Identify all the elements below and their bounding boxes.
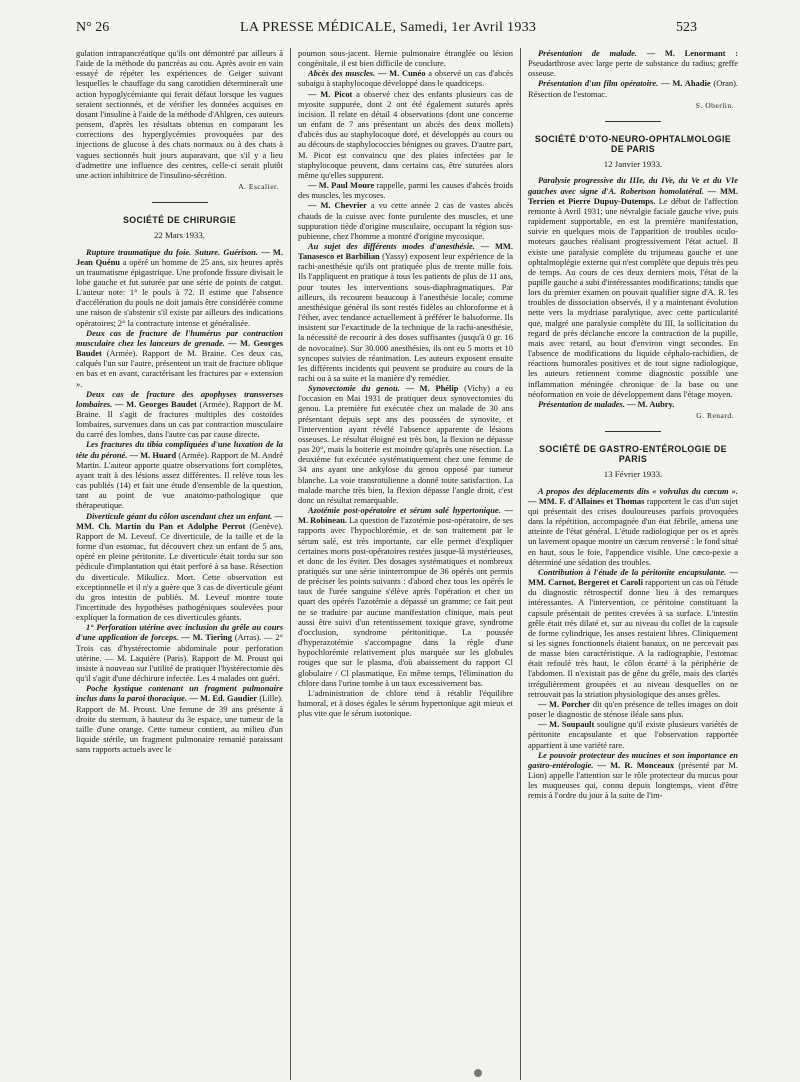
item-author: — M. Cunéo — [377, 68, 426, 79]
section-date: 13 Février 1933. — [603, 469, 663, 480]
item-title: Azotémie post-opératoire et sérum salé hypertonique. — [308, 505, 501, 516]
item-author: — MM. F. d'Allaines et Thomas — [528, 495, 645, 506]
abstract-item — [528, 486, 738, 567]
item-author: — M. Georges Baudet — [76, 337, 284, 359]
abstract-item — [298, 68, 513, 88]
item-body: (Yassy) exposent leur expérience de la rachi-anesthésie qu'ils ont pratiquée plus de trente mille fois. Ils l'appliquent en pratique à tous les patients de plus de 11 ans, pour toutes les interventions sous-diaphragmatiques. Par ailleurs, ils recourent beaucoup à l'anesthésie locale; comme anesthésique général ils sont restés fidèles au chloroforme et à l'éther, avec tendance actuellement à préférer le balsoforme. Ils insistent sur l'exactitude de la technique de la rachi-anesthésie, la nécessité de recourir à des doses suffisantes (jusqu'à 0 gr. 16 de novocaïne). Sur 30.000 anesthésies, ils ont eu 5 morts et 10 syncopes suivies de réanimation. Les auteurs exposent ensuite les différents incidents qui peuvent se produire au cours de la rachi ou à sa suite et la manière d'y remédier. — [298, 251, 513, 383]
abstract-item — [76, 439, 283, 510]
section-divider — [152, 202, 208, 203]
abstract-item — [528, 567, 738, 699]
item-author: — M. Paul Moure — [308, 180, 375, 191]
item-body: a observé chez des enfants plusieurs cas de myosite suppurée, dont 2 ont été également suturés après incision. Il relate en détail 4 observations (dont une concerne un enfant de 7 ans présentant un abcès des deux mollets) d'abcès dus au staphylocoque doré, et développés au cours ou au décours de staphylococcies bénignes ou graves. D'autre part, M. Picot est convaincu que des plaies infectées par le staphylocoque peuvent, dans certains cas, être suturées alors même qu'elles suppurent. — [298, 88, 513, 180]
item-body: (présenté par M. Lion) appelle l'attention sur le rôle protecteur du mucus pour les muqueuses qui, connu depuis longtemps, vient d'être remis à l'ordre du jour à la suite de l'im- — [528, 759, 738, 801]
item-title: Au sujet des différents modes d'anesthésie. — [308, 240, 475, 251]
item-title: Poche kystique contenant un fragment pulmonaire inclus dans la paroi thoracique. — [76, 683, 283, 704]
section-divider — [605, 121, 661, 122]
item-author: — M. Lenormant : — [646, 48, 739, 58]
item-title: Deux cas de fracture des apophyses transverses lombaires. — [76, 388, 283, 409]
item-title: Deux cas de fracture de l'humérus par contraction musculaire chez les lanceurs de grenade. — [76, 327, 283, 348]
item-title: A propos des déplacements dits « volvulus du cæcum ». — [538, 485, 738, 496]
abstract-item — [298, 383, 513, 505]
col2-items — [298, 68, 513, 718]
abstract-item — [528, 719, 738, 749]
abstract-item — [298, 180, 513, 200]
item-title: 1° Perforation utérine avec inclusion du grêle au cours d'une application de forceps. — [76, 622, 283, 643]
item-author: — M. Phélip — [405, 383, 459, 394]
abstract-item — [76, 683, 283, 754]
abstract-item — [298, 505, 513, 688]
abstract-item — [528, 48, 738, 78]
abstract-item — [298, 89, 513, 180]
item-body: a opéré un homme de 25 ans, six heures après un traumatisme épigastrique. Une profonde fissure divisait le lobe gauche et fut suturée par une série de points de catgut. L'auteur note: 1° le pouls à 72. Il estime que l'absence d'accélération du pouls ne doit jamais être considérée comme une raison de s'abstenir s'il existe par ailleurs des indications opératoires; 2° la contracture intense et généralisée. — [76, 256, 283, 328]
intro-paragraph: gulation intrapancréatique qu'ils ont démontré par ailleurs à l'aide de la méthode du pancréas au cou. Après avoir en vain essayé de répéter les expériences de Geiger suivant lesquelles le chauffage du sang carotidien détermineraît une action hypoglycémiante qui ferait défaut lorsque les vagues seraient sectionnés, et de vérifier les données acquises en dosant l'insuline à l'aide de la méthode d'Ahlgren, ces auteurs pensent, d'après les résultats obtenus en comparant les corrections des hyperglycémies provoquées par des injections de glucose à des chats normaux ou à des chats à vagues sectionnés huit jours auparavant, que s'il y a lieu d'admettre une influence des centres, celle-ci serait plutôt une action inhibitrice de l'insulino-sécrétion. — [76, 48, 283, 180]
item-author: — MM. Tanasesco et Barbilian — [298, 240, 513, 262]
item-body: a observé un cas d'abcès subaigu à staphylocoque développé dans le quadriceps. — [298, 68, 514, 89]
abstract-item — [76, 247, 283, 328]
item-author: — M. Robineau. — [298, 505, 514, 526]
page-number: 523 — [676, 20, 697, 35]
item-author: — M. Jean Quénu — [76, 246, 284, 267]
item-author: — M. Huard — [129, 449, 177, 460]
item-title: Présentation d'un film opératoire. — [538, 78, 659, 89]
item-title: Abcès des muscles. — [308, 68, 376, 79]
item-body: Pseudarthrose avec large perte de substance du radius; greffe osseuse. — [528, 58, 738, 79]
item-author: — M. Chevrier — [308, 200, 367, 211]
continued-paragraph: poumon sous-jacent. Hernie pulmonaire étranglée ou lésion congénitale, il est bien difficile de conclure. — [298, 48, 513, 69]
section-divider — [605, 431, 661, 432]
section-date: 22 Mars 1933. — [153, 230, 206, 241]
ink-mark — [474, 1069, 482, 1077]
issue-number: N° 26 — [76, 20, 110, 35]
column-rule-2 — [520, 48, 521, 1080]
item-body: souligne qu'il existe plusieurs variétés de péritonite encapsulante et que l'observation rapportée appartient à une variété rare. — [528, 719, 739, 750]
item-title: Rupture traumatique du foie. Suture. Guérison. — [86, 246, 258, 257]
section-title: SOCIÉTÉ D'OTO-NEURO-OPHTALMOLOGIE DE PARIS — [534, 133, 732, 155]
section-title: SOCIÉTÉ DE CHIRURGIE — [122, 215, 237, 226]
item-body: a vu cette année 2 cas de vastes abcès chauds de la cuisse avec fonte purulente des muscles, et une suppuration tiède d'origine musculaire, occupant la région sus-pubienne, chez l'homme a montré d'origine mycosique. — [298, 200, 514, 241]
item-title: Le pouvoir protecteur des mucines et son importance en gastro-entérologie. — [528, 749, 738, 770]
section-title: SOCIÉTÉ DE GASTRO-ENTÉROLOGIE DE PARIS — [539, 444, 727, 465]
column-2 — [298, 48, 513, 718]
abstract-item — [76, 389, 283, 440]
section-date: 12 Janvier 1933. — [603, 159, 663, 170]
item-author: — MM. Carnot, Bergeret et Caroli — [528, 566, 738, 588]
abstract-item — [76, 511, 283, 623]
item-body: (Armée). Rapport de M. Braine. Ces deux cas, calqués l'un sur l'autre, présentent un trait de fracture oblique en bas et en avant, caractérisant les fractures par « extension ». — [76, 348, 284, 389]
column-3 — [528, 48, 738, 800]
abstract-item — [298, 241, 513, 383]
item-title: Diverticule géant du côlon ascendant chez un enfant. — [86, 510, 273, 521]
item-author: — M. Georges Baudet — [115, 398, 197, 409]
signature: S. Oberlin. — [695, 100, 734, 110]
item-title: Présentation de malade. — [538, 48, 637, 58]
item-author: — M. Ed. Gaudier — [189, 693, 258, 704]
item-body: (Arras). — 2° Trois cas d'hystérectomie abdominale pour perforation utérine. — M. Laquière (Paris). Rapport de M. Proust qui insiste à nouveau sur l'utilité de pratiquer l'hystérectomie dès qu'il s'agit d'une déchirure infectée. Les 4 malades ont guéri. — [76, 632, 283, 684]
page-header — [0, 0, 800, 42]
item-author: — M. Aubry. — [627, 398, 675, 409]
abstract-item — [528, 699, 738, 719]
journal-title: LA PRESSE MÉDICALE, Samedi, 1er Avril 1933 — [240, 20, 537, 35]
col1-items — [76, 247, 283, 755]
abstract-item — [528, 399, 738, 409]
item-body: La question de l'azotémie post-opératoire, de ses rapports avec l'hypochlorémie, et de son traitement par le sérum salé, est très importante, car elle permet d'expliquer certaines morts post-opératoires restées jusque-là mystérieuses, et donc de les éviter. Des dosages systématiques et nombreux pratiqués sur une série ininterrompue de 36 opérés ont permis de préciser les points suivants : d'abord chez tous les opérés le taux de l'urée sanguine s'élève après l'opération et chez un quart des opérés l'azotémie a dépassé un gramme; ce fait peut ne se traduire par aucune manifestation clinique, mais peut aussi être suivi d'un retentissement toxique grave, syndrome d'occlusion, syndrome péritonitique. La poussée d'hyperazotémie s'accompagne dans la règle d'une hypochlorémie relativement plus marquée sur les globules rouges que sur le plasma, d'où abaissement du rapport Cl globulaire / Cl plasmatique. En même temps, l'élimination du chlore dans l'urine tombe à un taux excessivement bas. — [298, 515, 513, 688]
item-title: Les fractures du tibia compliquées d'une luxation de la tête du péroné. — [76, 439, 283, 460]
column-1 — [76, 48, 283, 754]
item-author: — MM. Ch. Martin du Pan et Adolphe Perrot — [76, 510, 284, 531]
item-title: Présentation de malades. — [538, 398, 625, 409]
item-body: rapportent un cas où l'étude du diagnostic rétrospectif donne lieu à des remarques intéressantes. A l'intervention, ce péritoine constituant la capsule présentait de petites crevées à sa surface. L'intestin grêle était très dilaté et, sur au niveau du collet de la capsule de forme cylindrique, les anses restaient libres. Cliniquement si les signes fonctionnels étaient banaux, on ne percevait pas de masse bien caractéristique. A la radiographie, l'estomac était refoulé très haut, le côlon écarté à la périphérie de l'abdomen. Il n'existait pas de gêne du grêle, mais des clartés irrégulièrement groupées et au niveau desquelles on ne retrouvait pas la striation physiologique des anses grêles. — [528, 577, 738, 699]
item-body: rapportent le cas d'un sujet qui présentait des crises douloureuses parfois provoquées dans la répétition, accompagnée d'un état fébrile, amena une atteinte de l'état général. L'étude radiologique per os et après un lavement opaque montre un cæcum renversé : le fond situé en haut, sous le foie, l'appendice visible. Une cæco-pexie a déterminé une sédation des troubles. — [528, 495, 738, 567]
column-rule-1 — [290, 48, 291, 1080]
signature: A. Escalier. — [238, 182, 279, 192]
item-author: — M. R. Monceaux — [597, 759, 675, 770]
abstract-item — [298, 200, 513, 241]
item-title: Contribution à l'étude de la péritonite encapsulante. — [538, 566, 727, 577]
abstract-item — [298, 688, 513, 718]
item-body: (Armée). Rapport de M. André Martin. L'auteur apporte quatre observations fort complètes, ayant trait à des lésions assez différentes. Il relève tous les cas publiés (14) et fait une étude d'ensemble de la question, tant au point de vue anatomo-pathologique que thérapeutique. — [76, 449, 283, 511]
item-title: Paralysie progressive du IIIe, du IVe, du Ve et du VIe gauches avec signe d'A. Robertson homolatéral. — [528, 175, 738, 196]
item-body: (Lille). Rapport de M. Proust. Une femme de 39 ans présente à droite du sternum, à hauteur du 3e espace, une tumeur de la taille d'une orange. Cette tumeur contient, au milieu d'un liquide stérile, un fragment pulmonaire remanié paraissant sans rapports actuels avec le — [76, 693, 283, 755]
signature: G. Renard. — [696, 411, 734, 420]
item-author: — M. Porcher — [538, 698, 591, 709]
item-title: Synovectomie du genou. — [308, 383, 400, 394]
abstract-item — [528, 78, 738, 98]
abstract-item — [76, 622, 283, 683]
item-body: (Oran). Résection de l'estomac. — [528, 78, 739, 99]
item-body: (Vichy) a eu l'occasion en Mai 1931 de pratiquer deux synovectomies du genou. La première fut exécutée chez un malade de 30 ans présentant depuis sept ans des poussées de synovite, et l'intervention ayant révélé l'absence apparente de lésions osseuses. Le résultat éloigné est très bon, la flexion ne dépasse pas 20°, mais la boiterie est moindre qu'après une résection. La deuxième fut exécutée systématiquement chez une femme de 34 ans ayant une ankylose du genou opposé par tumeur blanche. La voie transrotulienne a donné toute satisfaction. La malade marche très bien, la flexion dépasse l'angle droit, c'est donc un résultat remarquable. — [298, 383, 514, 505]
item-body: dit qu'en présence de telles images on doit poser le diagnostic de sténose iléale sans plus. — [528, 698, 739, 720]
col3-items-bot — [528, 486, 738, 801]
item-author: — M. Tiering — [181, 632, 232, 643]
col3-items-mid — [528, 175, 738, 409]
abstract-item — [76, 328, 283, 389]
item-author: — M. Ahadie — [661, 78, 711, 89]
item-author: — M. Picot — [308, 88, 353, 99]
abstract-item — [528, 750, 738, 801]
item-author: — M. Soupault — [538, 719, 595, 730]
col3-items-top — [528, 48, 738, 99]
item-body: rappelle, parmi les causes d'abcès froids des muscles, les mycoses. — [298, 180, 513, 201]
abstract-item — [528, 175, 738, 398]
item-body: (Armée). Rapport de M. Braine. Il s'agit de fractures multiples des costoïdes lombaires, survenues dans un cas par contraction musculaire du carré des lombes, dans l'autre cas par cause directe. — [76, 398, 283, 440]
item-body: L'administration de chlore tend à rétablir l'équilibre humoral, et à doses égales le sérum hypertonique agit mieux et plus vite que le sérum isotonique. — [298, 687, 513, 719]
item-author: — MM. Terrien et Pierre Dupuy-Dutemps. — [528, 185, 738, 206]
item-body: (Genève). Rapport de M. Leveuf. Ce diverticule, de la taille et de la forme d'un estomac, fut découvert chez un enfant de 5 ans, opéré en pleine péritonite. Le diverticule était tordu sur son pédicule d'implantation qui était perforé à sa base. Résection du diverticule. Mikulicz. Mort. Cette observation est exceptionnelle et il n'y a guère que 3 cas de diverticule géant du gros intestin de publiés. M. Leveuf montre toute l'incertitude des hypothèses pathogéniques soulevées pour expliquer la formation de ces diverticules géants. — [76, 520, 283, 623]
item-body: Le début de l'affection remonte à Avril 1931; une névralgie faciale gauche vive, puis rapidement supportable, en est la première manifestation, suivie en quelques mois de l'apparition de troubles oculo-moteurs gauches réalisant progressivement l'état actuel. Il existe une paralysie complète du trijumeau gauche et une ophtalmoplégie externe qui n'est complète que depuis très peu de temps. Au cours de ces deux derniers mois, l'état de la pupille gauche a subi d'intéressantes modifications; tandis que lors du premier examen on pouvait qualifier signe d'A. R. les troubles de dissociation observés, il y a maintenant évolution nette vers la mydriase paralytique, avec cette particularité que, malgré une paralysie complète du III, la sollicitation du regard de près déclanche encore la contraction de la pupille, mais avec retard, au bout d'environ vingt secondes. En l'absence de modifications du liquide céphalo-rachidien, de réactions humorales positives et de tout signe radiologique, les auteurs retiennent comme diagnostic possible une inflammation méningée chronique de la base ou une néoformation en voie de développement dans l'étage moyen. — [528, 195, 738, 399]
